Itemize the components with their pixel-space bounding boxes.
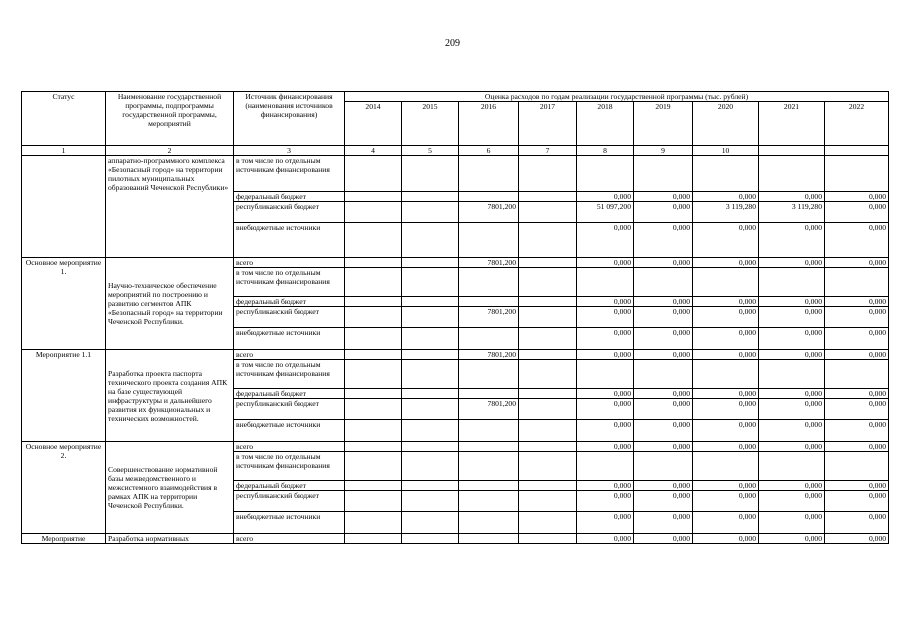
value-cell: 0,000 [634, 192, 693, 202]
value-cell: 0,000 [634, 389, 693, 399]
value-cell [577, 156, 634, 192]
funding-source-cell: федеральный бюджет [234, 389, 345, 399]
value-cell [345, 350, 402, 360]
value-cell [759, 360, 825, 389]
value-cell: 0,000 [693, 491, 759, 512]
value-cell [459, 442, 519, 452]
value-cell [825, 360, 889, 389]
value-cell: 0,000 [825, 420, 889, 442]
value-cell [519, 350, 577, 360]
funding-source-cell: в том числе по отдельным источникам финансирования [234, 156, 345, 192]
value-cell [402, 389, 459, 399]
funding-source-cell: в том числе по отдельным источникам финансирования [234, 452, 345, 481]
value-cell: 0,000 [825, 389, 889, 399]
value-cell [345, 268, 402, 297]
value-cell: 0,000 [759, 512, 825, 534]
value-cell: 0,000 [825, 512, 889, 534]
column-number: 9 [634, 146, 693, 156]
value-cell: 0,000 [759, 307, 825, 328]
header-status: Статус [22, 92, 106, 146]
value-cell: 0,000 [693, 258, 759, 268]
header-year: 2019 [634, 102, 693, 146]
value-cell: 0,000 [577, 350, 634, 360]
value-cell [693, 452, 759, 481]
value-cell [345, 512, 402, 534]
value-cell [519, 258, 577, 268]
value-cell [519, 534, 577, 544]
value-cell [402, 297, 459, 307]
value-cell: 0,000 [825, 192, 889, 202]
value-cell: 0,000 [693, 307, 759, 328]
value-cell: 0,000 [693, 420, 759, 442]
measure-name-cell: Разработка проекта паспорта технического проекта создания АПК на базе существующей инфраструктуры и дальнейшего развития их функциональных и технических возможностей. [106, 350, 234, 442]
value-cell [345, 297, 402, 307]
header-year: 2022 [825, 102, 889, 146]
value-cell: 0,000 [759, 442, 825, 452]
value-cell: 0,000 [634, 350, 693, 360]
header-source: Источник финансирования (наименования источников финансирования) [234, 92, 345, 146]
column-number [759, 146, 825, 156]
value-cell [825, 156, 889, 192]
value-cell: 0,000 [634, 442, 693, 452]
value-cell [634, 156, 693, 192]
funding-source-cell: федеральный бюджет [234, 481, 345, 491]
value-cell [402, 452, 459, 481]
value-cell [459, 420, 519, 442]
value-cell: 0,000 [759, 258, 825, 268]
value-cell [345, 307, 402, 328]
value-cell: 7801,200 [459, 258, 519, 268]
header-year: 2015 [402, 102, 459, 146]
funding-source-cell: федеральный бюджет [234, 192, 345, 202]
value-cell [519, 328, 577, 350]
funding-source-cell: внебюджетные источники [234, 512, 345, 534]
value-cell [519, 192, 577, 202]
value-cell: 0,000 [825, 223, 889, 258]
value-cell [459, 297, 519, 307]
value-cell [519, 297, 577, 307]
value-cell: 0,000 [693, 223, 759, 258]
value-cell [345, 452, 402, 481]
value-cell: 0,000 [577, 442, 634, 452]
value-cell: 0,000 [634, 202, 693, 223]
value-cell: 0,000 [693, 350, 759, 360]
value-cell: 0,000 [577, 307, 634, 328]
value-cell [345, 156, 402, 192]
value-cell: 0,000 [577, 420, 634, 442]
header-year: 2020 [693, 102, 759, 146]
measure-name-cell: аппаратно-программного комплекса «Безопасный город» на территории пилотных муниципальных образований Чеченской Республики» [106, 156, 234, 258]
value-cell [345, 491, 402, 512]
value-cell: 0,000 [825, 258, 889, 268]
value-cell: 0,000 [759, 223, 825, 258]
value-cell: 0,000 [825, 491, 889, 512]
value-cell: 0,000 [634, 399, 693, 420]
value-cell [402, 307, 459, 328]
value-cell [759, 452, 825, 481]
header-year: 2018 [577, 102, 634, 146]
value-cell [634, 452, 693, 481]
value-cell: 0,000 [577, 192, 634, 202]
value-cell: 0,000 [759, 192, 825, 202]
value-cell [693, 156, 759, 192]
value-cell [459, 268, 519, 297]
value-cell [345, 258, 402, 268]
value-cell [519, 360, 577, 389]
funding-source-cell: республиканский бюджет [234, 307, 345, 328]
funding-source-cell: республиканский бюджет [234, 399, 345, 420]
value-cell: 0,000 [634, 512, 693, 534]
value-cell [345, 192, 402, 202]
funding-source-cell: всего [234, 258, 345, 268]
value-cell [345, 389, 402, 399]
status-cell: Основное мероприятие 1. [22, 258, 106, 350]
value-cell [459, 223, 519, 258]
value-cell [345, 328, 402, 350]
value-cell [345, 481, 402, 491]
value-cell: 0,000 [825, 202, 889, 223]
value-cell [345, 202, 402, 223]
value-cell: 0,000 [577, 399, 634, 420]
header-name: Наименование государственной программы, подпрограммы государственной программы, мероприятий [106, 92, 234, 146]
funding-source-cell: федеральный бюджет [234, 297, 345, 307]
value-cell: 0,000 [577, 223, 634, 258]
funding-source-cell: в том числе по отдельным источникам финансирования [234, 268, 345, 297]
value-cell: 0,000 [693, 192, 759, 202]
value-cell: 0,000 [759, 534, 825, 544]
value-cell [519, 399, 577, 420]
value-cell: 0,000 [825, 328, 889, 350]
value-cell [345, 534, 402, 544]
value-cell [519, 202, 577, 223]
value-cell [402, 481, 459, 491]
column-number: 8 [577, 146, 634, 156]
table-row [22, 350, 889, 360]
value-cell: 0,000 [759, 399, 825, 420]
table-row [22, 258, 889, 268]
value-cell [345, 420, 402, 442]
value-cell: 0,000 [825, 399, 889, 420]
column-number: 6 [459, 146, 519, 156]
value-cell: 0,000 [759, 420, 825, 442]
value-cell [519, 491, 577, 512]
value-cell [634, 360, 693, 389]
table-row [22, 534, 889, 544]
value-cell: 0,000 [577, 534, 634, 544]
measure-name-cell: Разработка нормативных [106, 534, 234, 544]
header-estimate: Оценка расходов по годам реализации государственной программы (тыс. рублей) [345, 92, 889, 102]
funding-source-cell: республиканский бюджет [234, 202, 345, 223]
value-cell: 0,000 [577, 491, 634, 512]
value-cell: 0,000 [825, 297, 889, 307]
value-cell [402, 491, 459, 512]
value-cell: 0,000 [634, 534, 693, 544]
value-cell: 7801,200 [459, 202, 519, 223]
value-cell [634, 268, 693, 297]
value-cell: 0,000 [759, 297, 825, 307]
value-cell: 0,000 [634, 328, 693, 350]
value-cell [519, 156, 577, 192]
value-cell: 0,000 [634, 420, 693, 442]
value-cell: 0,000 [693, 442, 759, 452]
status-cell [22, 156, 106, 258]
value-cell: 3 119,280 [693, 202, 759, 223]
value-cell [459, 491, 519, 512]
value-cell [519, 452, 577, 481]
value-cell [519, 223, 577, 258]
value-cell [519, 420, 577, 442]
value-cell [345, 223, 402, 258]
value-cell [519, 512, 577, 534]
value-cell [402, 268, 459, 297]
value-cell: 0,000 [634, 223, 693, 258]
value-cell: 0,000 [825, 307, 889, 328]
page-number: 209 [445, 38, 460, 49]
column-number: 4 [345, 146, 402, 156]
funding-source-cell: внебюджетные источники [234, 223, 345, 258]
value-cell: 0,000 [693, 512, 759, 534]
value-cell: 0,000 [577, 328, 634, 350]
column-number: 1 [22, 146, 106, 156]
expenditure-table [21, 91, 889, 544]
value-cell: 0,000 [693, 297, 759, 307]
value-cell [345, 399, 402, 420]
value-cell: 0,000 [693, 481, 759, 491]
value-cell: 7801,200 [459, 399, 519, 420]
value-cell [825, 268, 889, 297]
value-cell [402, 202, 459, 223]
column-number: 2 [106, 146, 234, 156]
value-cell [402, 350, 459, 360]
value-cell [459, 156, 519, 192]
value-cell [519, 389, 577, 399]
value-cell [459, 389, 519, 399]
value-cell: 0,000 [634, 297, 693, 307]
value-cell [345, 442, 402, 452]
value-cell [402, 442, 459, 452]
table-row [22, 442, 889, 452]
value-cell [459, 452, 519, 481]
value-cell: 0,000 [634, 491, 693, 512]
funding-source-cell: всего [234, 534, 345, 544]
value-cell: 0,000 [759, 328, 825, 350]
measure-name-cell: Совершенствование нормативной базы межведомственного и межсистемного взаимодействия в рамках АПК на территории Чеченской Республики. [106, 442, 234, 534]
value-cell: 7801,200 [459, 350, 519, 360]
value-cell [459, 192, 519, 202]
value-cell [693, 360, 759, 389]
value-cell [825, 452, 889, 481]
value-cell: 0,000 [759, 350, 825, 360]
funding-source-cell: в том числе по отдельным источникам финансирования [234, 360, 345, 389]
header-year: 2021 [759, 102, 825, 146]
value-cell [402, 534, 459, 544]
value-cell: 0,000 [577, 481, 634, 491]
table-row [22, 156, 889, 192]
funding-source-cell: всего [234, 350, 345, 360]
value-cell: 0,000 [693, 534, 759, 544]
status-cell: Мероприятие [22, 534, 106, 544]
column-number [825, 146, 889, 156]
header-year: 2016 [459, 102, 519, 146]
value-cell [402, 360, 459, 389]
value-cell: 0,000 [825, 534, 889, 544]
value-cell: 0,000 [759, 389, 825, 399]
value-cell [402, 399, 459, 420]
column-number: 7 [519, 146, 577, 156]
funding-source-cell: всего [234, 442, 345, 452]
value-cell: 0,000 [693, 399, 759, 420]
value-cell: 0,000 [577, 389, 634, 399]
value-cell [459, 534, 519, 544]
header-year: 2017 [519, 102, 577, 146]
status-cell: Мероприятие 1.1 [22, 350, 106, 442]
value-cell: 0,000 [825, 350, 889, 360]
value-cell [402, 258, 459, 268]
value-cell [759, 268, 825, 297]
value-cell: 0,000 [634, 307, 693, 328]
measure-name-cell: Научно-техническое обеспечение мероприятий по построению и развитию сегментов АПК «Безопасный город» на территории Чеченской Республики. [106, 258, 234, 350]
funding-source-cell: республиканский бюджет [234, 491, 345, 512]
value-cell [402, 512, 459, 534]
value-cell [459, 512, 519, 534]
value-cell: 3 119,280 [759, 202, 825, 223]
value-cell [345, 360, 402, 389]
value-cell: 0,000 [759, 481, 825, 491]
column-number: 3 [234, 146, 345, 156]
status-cell: Основное мероприятие 2. [22, 442, 106, 534]
value-cell [402, 328, 459, 350]
value-cell [577, 360, 634, 389]
value-cell [759, 156, 825, 192]
value-cell [402, 192, 459, 202]
value-cell: 0,000 [577, 297, 634, 307]
value-cell: 0,000 [634, 481, 693, 491]
value-cell: 0,000 [577, 258, 634, 268]
value-cell: 0,000 [759, 491, 825, 512]
header-year: 2014 [345, 102, 402, 146]
column-number: 5 [402, 146, 459, 156]
value-cell: 0,000 [825, 481, 889, 491]
funding-source-cell: внебюджетные источники [234, 420, 345, 442]
value-cell [577, 268, 634, 297]
funding-source-cell: внебюджетные источники [234, 328, 345, 350]
value-cell [577, 452, 634, 481]
value-cell [693, 268, 759, 297]
value-cell: 0,000 [693, 389, 759, 399]
value-cell: 51 097,200 [577, 202, 634, 223]
value-cell [459, 360, 519, 389]
value-cell [402, 223, 459, 258]
value-cell: 0,000 [634, 258, 693, 268]
value-cell [519, 481, 577, 491]
value-cell: 7801,200 [459, 307, 519, 328]
value-cell [402, 156, 459, 192]
value-cell: 0,000 [825, 442, 889, 452]
value-cell [519, 268, 577, 297]
value-cell: 0,000 [693, 328, 759, 350]
value-cell [459, 328, 519, 350]
value-cell [459, 481, 519, 491]
value-cell [519, 442, 577, 452]
value-cell [402, 420, 459, 442]
value-cell: 0,000 [577, 512, 634, 534]
column-number: 10 [693, 146, 759, 156]
value-cell [519, 307, 577, 328]
